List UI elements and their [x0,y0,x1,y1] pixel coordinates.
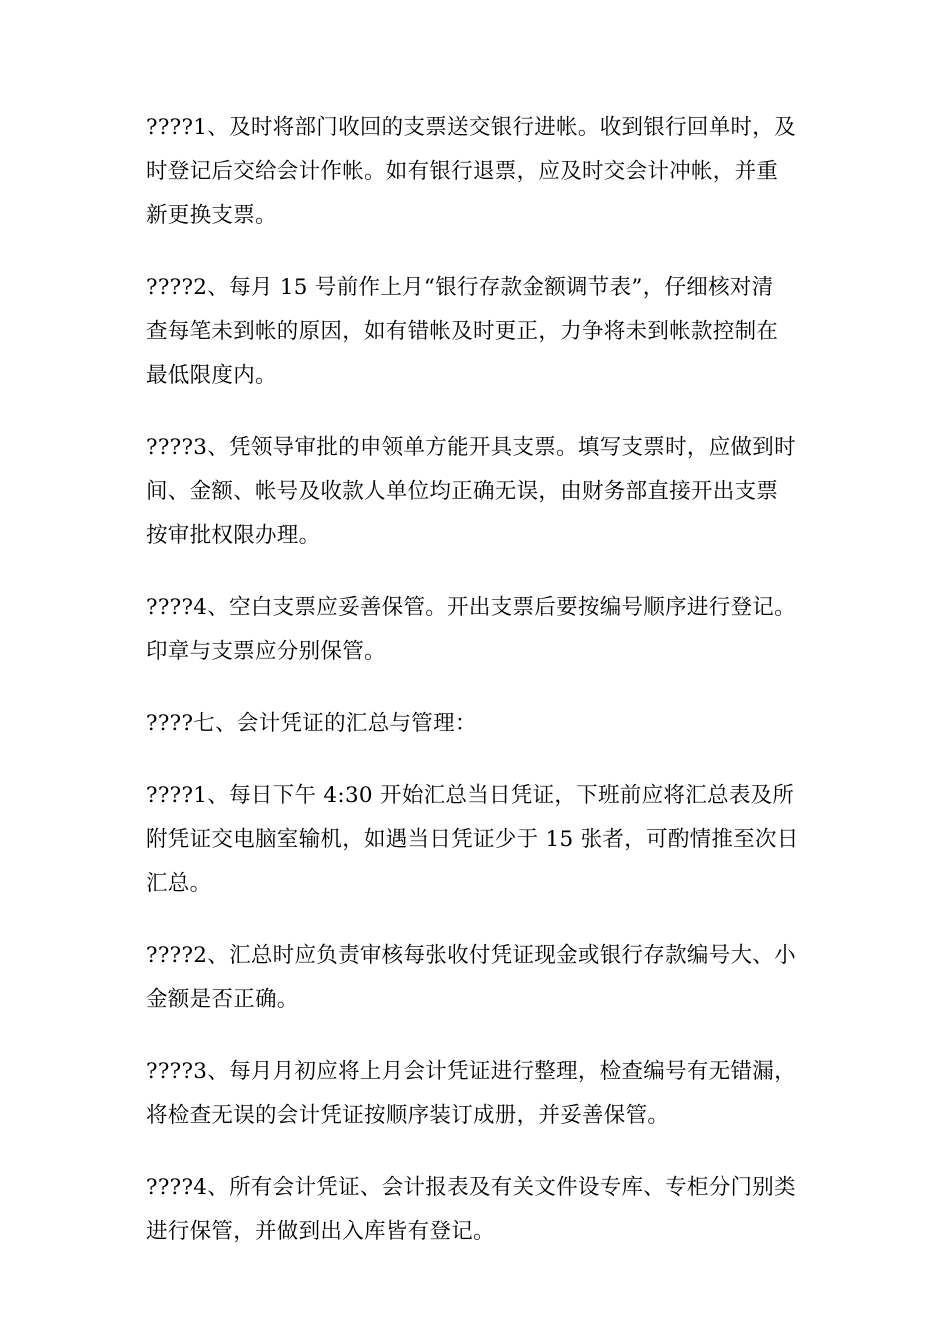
document-body [146,106,810,1282]
paragraph-line: 间、金额、帐号及收款人单位均正确无误，由财务部直接开出支票 [146,479,779,504]
paragraph-line: 最低限度内。 [146,363,277,388]
paragraph-8 [146,1050,810,1138]
paragraph-line: ????七、会计凭证的汇总与管理： [146,711,477,736]
paragraph-4 [146,586,810,674]
paragraph-line: 印章与支票应分别保管。 [146,639,386,664]
paragraph-line: ????4、所有会计凭证、会计报表及有关文件设专库、专柜分门别类 [146,1175,796,1200]
paragraph-line: 按审批权限办理。 [146,523,321,548]
paragraph-line: ????1、每日下午 4:30 开始汇总当日凭证，下班前应将汇总表及所 [146,783,795,808]
paragraph-line: 新更换支票。 [146,203,277,228]
paragraph-line: 金额是否正确。 [146,987,299,1012]
paragraph-line: 时登记后交给会计作帐。如有银行退票，应及时交会计冲帐，并重 [146,159,779,184]
paragraph-line: ????2、汇总时应负责审核每张收付凭证现金或银行存款编号大、小 [146,943,796,968]
paragraph-line: 汇总。 [146,871,212,896]
paragraph-line: 进行保管，并做到出入库皆有登记。 [146,1219,495,1244]
paragraph-line: ????4、空白支票应妥善保管。开出支票后要按编号顺序进行登记。 [146,595,796,620]
paragraph-line: ????2、每月 15 号前作上月“银行存款金额调节表”，仔细核对清 [146,275,774,300]
paragraph-line: ????3、凭领导审批的申领单方能开具支票。填写支票时，应做到时 [146,435,796,460]
paragraph-3 [146,426,810,558]
paragraph-1 [146,106,810,238]
paragraph-line: 将检查无误的会计凭证按顺序装订成册，并妥善保管。 [146,1103,670,1128]
paragraph-6 [146,774,810,906]
paragraph-line: ????3、每月月初应将上月会计凭证进行整理，检查编号有无错漏， [146,1059,796,1084]
paragraph-line: ????1、及时将部门收回的支票送交银行进帐。收到银行回单时，及 [146,115,796,140]
paragraph-9 [146,1166,810,1254]
paragraph-line: 附凭证交电脑室输机，如遇当日凭证少于 15 张者，可酌情推至次日 [146,827,799,852]
section-heading [146,702,810,746]
paragraph-line: 查每笔未到帐的原因，如有错帐及时更正，力争将未到帐款控制在 [146,319,779,344]
paragraph-7 [146,934,810,1022]
paragraph-2 [146,266,810,398]
